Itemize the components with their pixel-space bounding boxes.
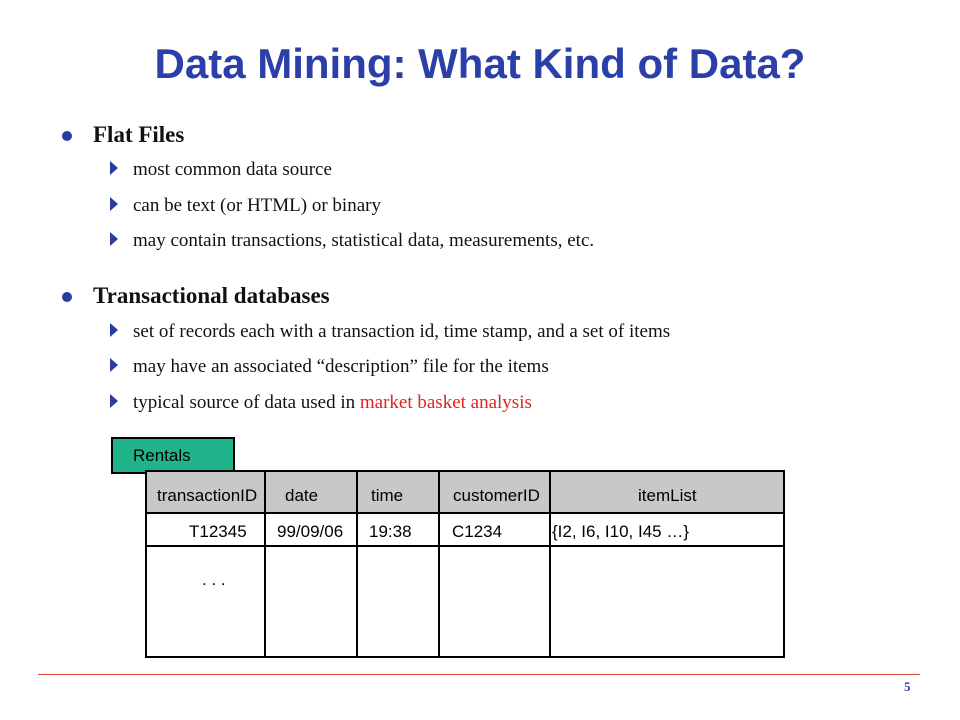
triangle-bullet-icon <box>110 161 118 175</box>
column-header: customerID <box>453 486 540 505</box>
sub-bullet-text: set of records each with a transaction id, time stamp, and a set of items <box>133 321 671 342</box>
triangle-bullet-icon <box>110 358 118 372</box>
table-name-tab: Rentals <box>111 437 235 474</box>
table-cell: 99/09/06 <box>277 522 344 541</box>
sub-bullet-text: may have an associated “description” file for the items <box>133 356 549 377</box>
row-divider <box>147 545 783 547</box>
table-ellipsis: . . . <box>202 570 226 589</box>
sub-bullet-text: can be text (or HTML) or binary <box>133 195 381 216</box>
triangle-bullet-icon <box>110 232 118 246</box>
sub-bullet-text <box>133 391 532 415</box>
column-header: time <box>371 486 404 505</box>
column-divider <box>356 472 358 658</box>
table-cell: T12345 <box>189 522 247 541</box>
table-cell: C1234 <box>452 522 503 541</box>
bullet-heading: Flat Files <box>93 122 185 147</box>
triangle-bullet-icon <box>110 323 118 337</box>
highlighted-term: market basket analysis <box>359 392 532 413</box>
column-header: date <box>285 486 319 505</box>
sub-bullet-prefix: typical source of data used in <box>133 392 360 413</box>
table-cell: 19:38 <box>369 522 412 541</box>
column-divider <box>264 472 266 658</box>
page-number: 5 <box>904 679 911 694</box>
footer-divider <box>38 674 920 675</box>
triangle-bullet-icon <box>110 394 118 408</box>
bullet-dot-icon <box>62 292 72 302</box>
bullet-dot-icon <box>62 131 72 141</box>
column-header: transactionID <box>157 486 258 505</box>
rentals-table <box>145 470 785 658</box>
slide-title: Data Mining: What Kind of Data? <box>154 40 806 87</box>
bullet-heading: Transactional databases <box>93 283 330 308</box>
sub-bullet-text: may contain transactions, statistical data, measurements, etc. <box>133 230 595 251</box>
column-divider <box>549 472 551 658</box>
column-divider <box>438 472 440 658</box>
column-header: itemList <box>638 486 697 505</box>
triangle-bullet-icon <box>110 197 118 211</box>
table-cell: {I2, I6, I10, I45 …} <box>552 522 690 541</box>
sub-bullet-text: most common data source <box>133 159 332 180</box>
